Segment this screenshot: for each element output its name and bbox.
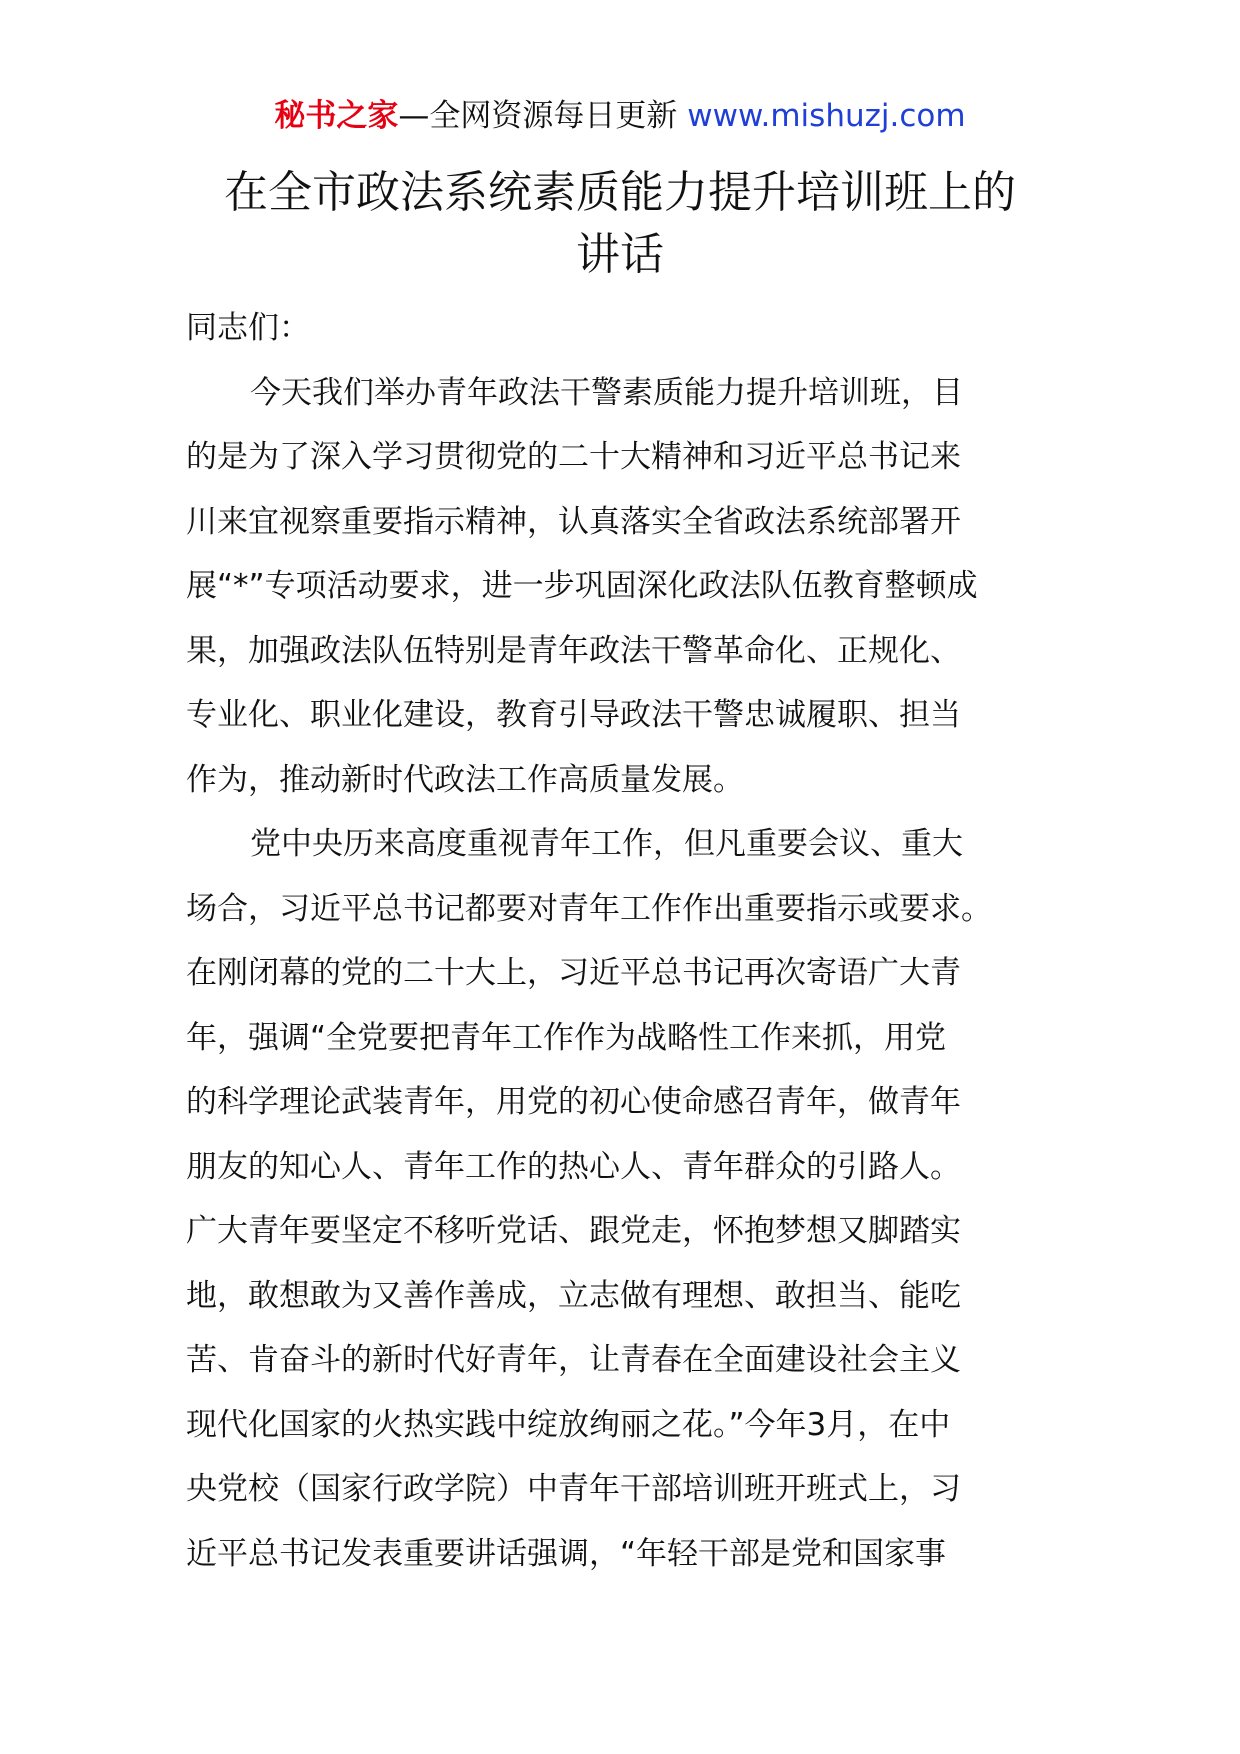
body-line: 央党校（国家行政学院）中青年干部培训班开班式上，习 xyxy=(186,1471,961,1507)
body-line: 地，敢想敢为又善作善成，立志做有理想、敢担当、能吃 xyxy=(186,1277,961,1314)
body-line: 川来宜视察重要指示精神，认真落实全省政法系统部署开 xyxy=(186,503,961,540)
body-line: 苦、肯奋斗的新时代好青年，让青春在全面建设社会主义 xyxy=(186,1342,961,1378)
site-header xyxy=(0,96,1240,136)
body-line: 的是为了深入学习贯彻党的二十大精神和习近平总书记来 xyxy=(186,439,961,475)
title-line-1: 在全市政法系统素质能力提升培训班上的 xyxy=(224,167,1016,218)
brand-name: 秘书之家 xyxy=(274,98,399,134)
body-line: 展“*”专项活动要求，进一步巩固深化政法队伍教育整顿成 xyxy=(186,568,978,604)
title-line-2: 讲话 xyxy=(576,229,664,280)
body-line: 年，强调“全党要把青年工作作为战略性工作来抓，用党 xyxy=(186,1019,947,1056)
body-line: 场合，习近平总书记都要对青年工作作出重要指示或要求。 xyxy=(186,890,992,927)
body-line: 果，加强政法队伍特别是青年政法干警革命化、正规化、 xyxy=(186,632,961,669)
body-line: 专业化、职业化建设，教育引导政法干警忠诚履职、担当 xyxy=(186,697,961,733)
body-line: 现代化国家的火热实践中绽放绚丽之花。”今年3月，在中 xyxy=(186,1406,951,1443)
salutation: 同志们： xyxy=(186,310,310,346)
document-body xyxy=(186,296,1066,1586)
site-url-link[interactable]: www.mishuzj.com xyxy=(687,98,966,134)
body-line: 作为，推动新时代政法工作高质量发展。 xyxy=(186,761,744,798)
body-line: 朋友的知心人、青年工作的热心人、青年群众的引路人。 xyxy=(186,1148,961,1185)
body-line: 近平总书记发表重要讲话强调，“年轻干部是党和国家事 xyxy=(186,1535,947,1572)
body-line: 广大青年要坚定不移听党话、跟党走，怀抱梦想又脚踏实 xyxy=(186,1213,961,1249)
body-line: 党中央历来高度重视青年工作，但凡重要会议、重大 xyxy=(250,826,963,862)
header-slogan: —全网资源每日更新 xyxy=(398,98,678,134)
body-line: 的科学理论武装青年，用党的初心使命感召青年，做青年 xyxy=(186,1084,961,1120)
document-title xyxy=(140,162,1100,286)
body-line: 在刚闭幕的党的二十大上，习近平总书记再次寄语广大青 xyxy=(186,955,961,991)
body-line: 今天我们举办青年政法干警素质能力提升培训班，目 xyxy=(250,374,963,411)
